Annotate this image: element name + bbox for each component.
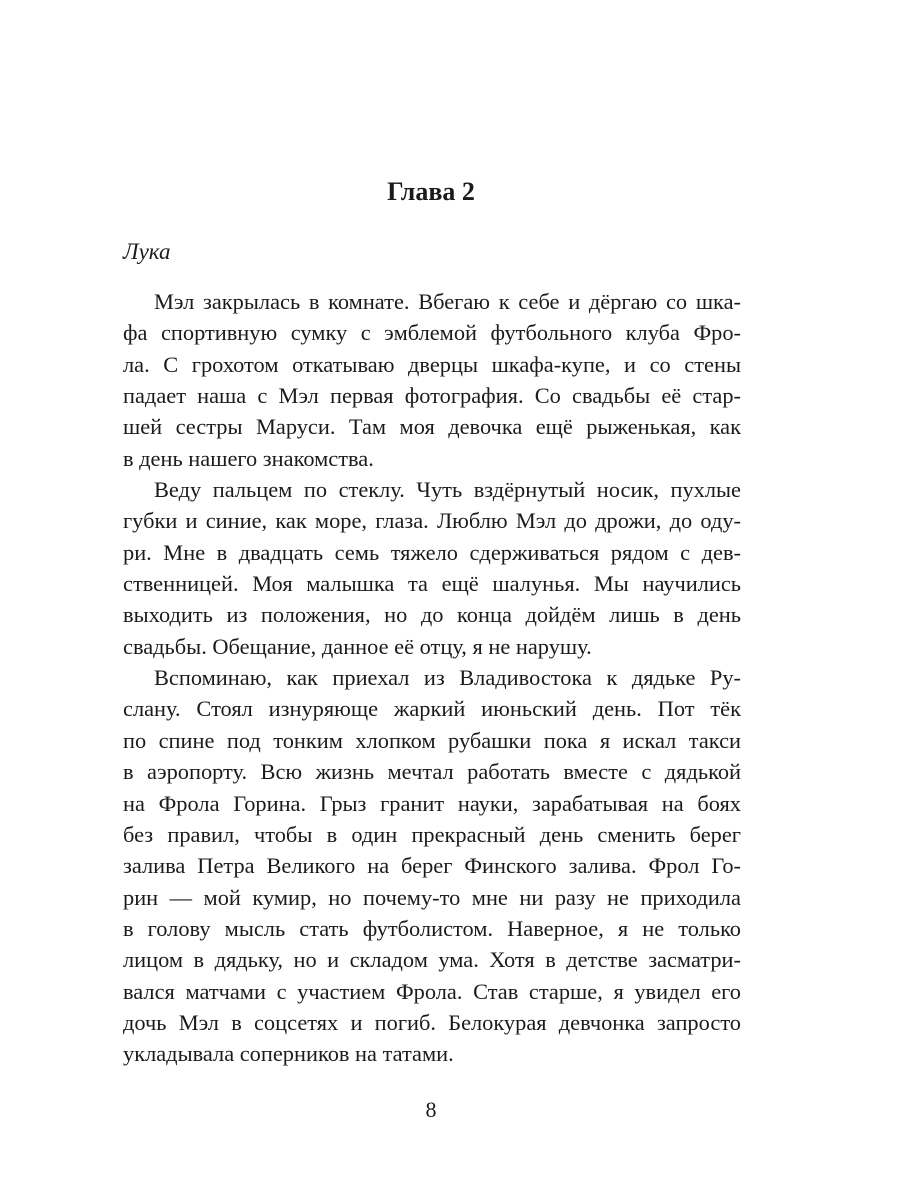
text-line: укладывала соперников на татами.	[123, 1041, 454, 1067]
text-line: ри. Мне в двадцать семь тяжело сдерживаться рядом с дев-	[123, 539, 741, 565]
text-line: рин — мой кумир, но почему-то мне ни разу не приходила	[123, 884, 741, 910]
paragraph	[123, 474, 741, 662]
body-text	[123, 286, 741, 1070]
text-line: шей сестры Маруси. Там моя девочка ещё рыженькая, как	[123, 414, 741, 440]
text-line: падает наша с Мэл первая фотография. Со свадьбы её стар-	[123, 383, 741, 409]
text-line: в день нашего знакомства.	[123, 445, 374, 471]
chapter-title: Глава 2	[387, 177, 475, 206]
text-line: слану. Стоял изнуряюще жаркий июньский день. Пот тёк	[123, 696, 741, 722]
text-line: выходить из положения, но до конца дойдём лишь в день	[123, 602, 741, 628]
text-line: по спине под тонким хлопком рубашки пока я искал такси	[123, 727, 741, 753]
text-line: на Фрола Горина. Грыз гранит науки, зарабатывая на боях	[123, 790, 741, 816]
text-line: Вспоминаю, как приехал из Владивостока к дядьке Ру-	[154, 665, 741, 691]
text-line: фа спортивную сумку с эмблемой футбольного клуба Фро-	[123, 320, 741, 346]
text-line: лицом в дядьку, но и складом ума. Хотя в детстве засматри-	[123, 947, 741, 973]
paragraph	[123, 662, 741, 1069]
chapter-pov-name: Лука	[123, 239, 171, 264]
text-line: Веду пальцем по стеклу. Чуть вздёрнутый носик, пухлые	[154, 477, 741, 503]
text-line: в аэропорту. Всю жизнь мечтал работать вместе с дядькой	[123, 759, 741, 785]
text-line: Мэл закрылась в комнате. Вбегаю к себе и дёргаю со шка-	[154, 289, 741, 314]
text-line: ла. С грохотом откатываю дверцы шкафа-купе, и со стены	[123, 351, 741, 377]
text-line: ственницей. Моя малышка та ещё шалунья. Мы научились	[123, 571, 741, 597]
text-line: дочь Мэл в соцсетях и погиб. Белокурая девчонка запросто	[123, 1009, 741, 1035]
page-number: 8	[425, 1097, 437, 1122]
text-line: свадьбы. Обещание, данное её отцу, я не нарушу.	[123, 633, 592, 659]
text-line: без правил, чтобы в один прекрасный день сменить берег	[123, 821, 741, 847]
text-line: залива Петра Великого на берег Финского залива. Фрол Го-	[123, 853, 741, 879]
text-line: вался матчами с участием Фрола. Став старше, я увидел его	[123, 978, 741, 1004]
text-line: в голову мысль стать футболистом. Наверное, я не только	[123, 915, 741, 941]
paragraph	[123, 286, 741, 474]
text-line: губки и синие, как море, глаза. Люблю Мэл до дрожи, до оду-	[123, 508, 741, 534]
